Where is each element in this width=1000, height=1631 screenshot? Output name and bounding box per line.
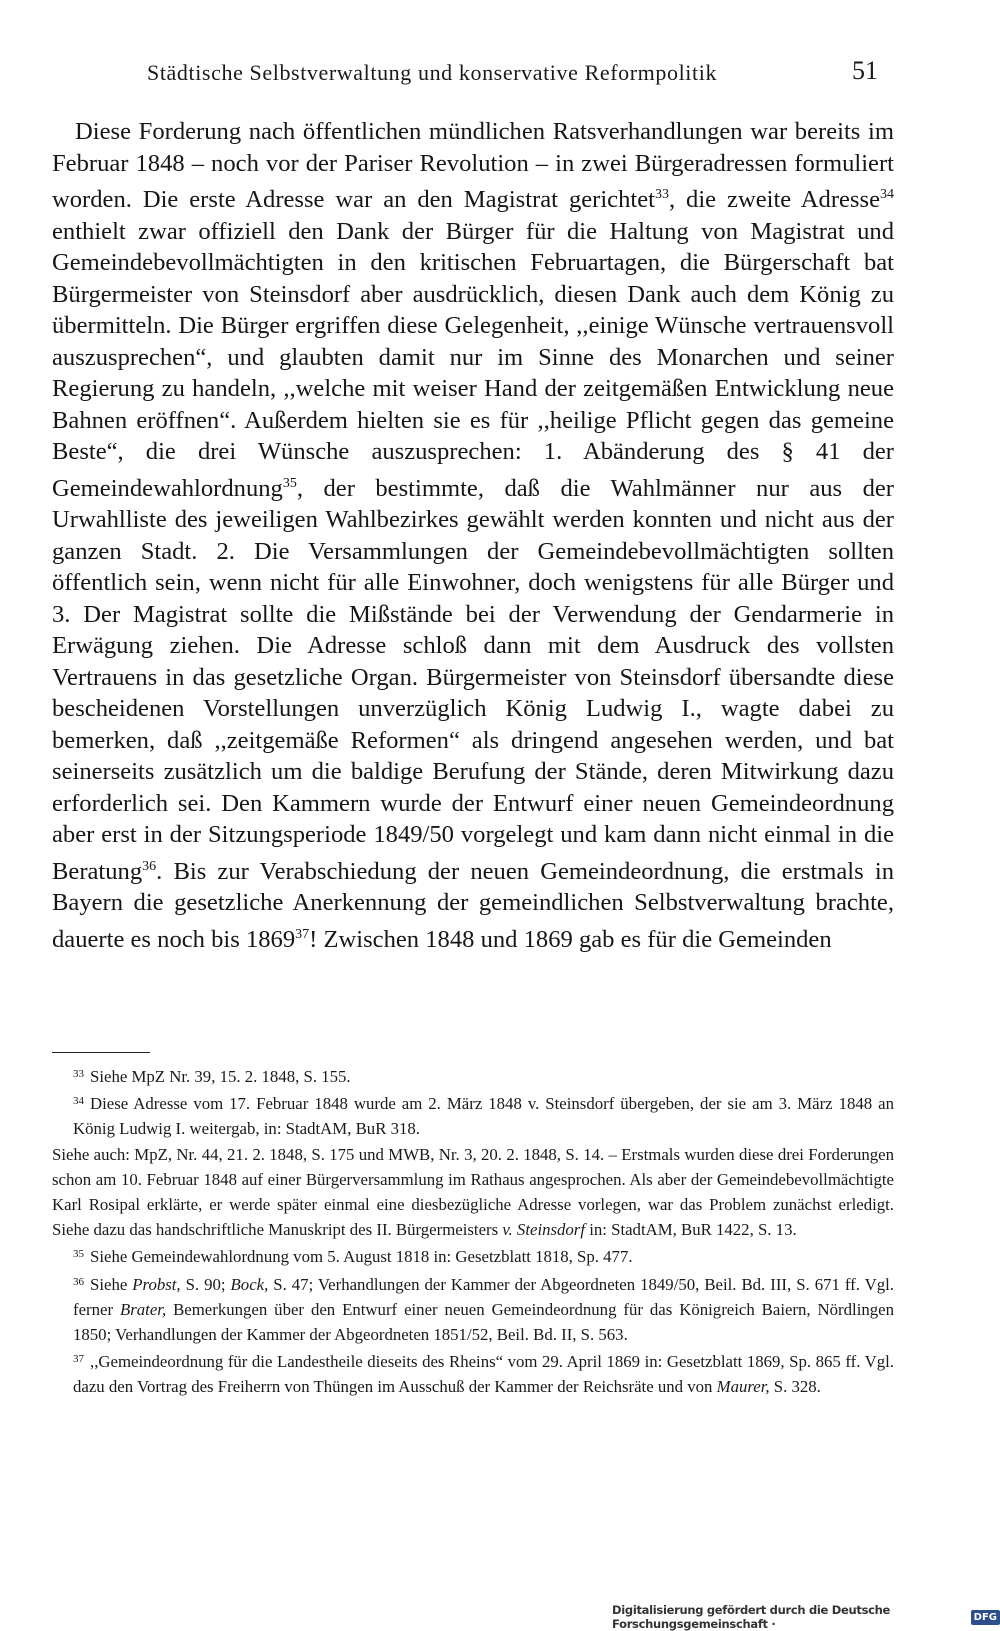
page-number: 51 [852, 56, 878, 85]
footnote-33 [52, 1062, 894, 1089]
footnote-text: S. 47; Verhandlungen der Kammer der Abgeordneten 1849/50, Beil. Bd. III, S. 671 ff. Vgl. ferner [73, 1274, 894, 1319]
running-title: Städtische Selbstverwaltung und konservative Reformpolitik [147, 60, 718, 85]
footnote-italic: Maurer, [716, 1377, 770, 1397]
digitization-credit [612, 1603, 1000, 1631]
footnote-text: Siehe auch: MpZ, Nr. 44, 21. 2. 1848, S. 175 und MWB, Nr. 3, 20. 2. 1848, S. 14. – Erstmals wurden diese drei Forderungen schon am 10. Februar 1848 auf einer Bürgerversammlung im Rathaus angesprochen. Als aber der Gemeindebevollmächtigte Karl Rosipal erklärte, er werde später einmal eine diesbezügliche Adresse vorlegen, war das Problem zunächst erledigt. Siehe dazu das handschriftliche Manuskript des II. Bürgermeisters [52, 1144, 894, 1240]
body-segment: . Bis zur Verabschiedung der neuen Gemeindeordnung, die erstmals in Bayern die gesetzliche Anerkennung der gemeindlichen Selbstverwaltung brachte, dauerte es noch bis 1869 [52, 857, 894, 953]
credit-text: Digitalisierung gefördert durch die Deutsche Forschungsgemeinschaft · [612, 1603, 891, 1631]
footnote-text: Siehe Gemeindewahlordnung vom 5. August 1818 in: Gesetzblatt 1818, Sp. 477. [90, 1247, 633, 1267]
footnote-text: Bemerkungen über den Entwurf einer neuen Gemeindeordnung für das Königreich Baiern, Nördlingen 1850; Verhandlungen der Kammer der Abgeordneten 1851/52, Beil. Bd. II, S. 563. [73, 1299, 894, 1345]
page-header [0, 56, 1000, 96]
footnote-36 [52, 1270, 894, 1348]
footnote-italic: Bock, [230, 1274, 269, 1294]
body-text [52, 116, 894, 955]
footnote-number: 34 [73, 1095, 84, 1108]
footnote-text: Diese Adresse vom 17. Februar 1848 wurde am 2. März 1848 v. Steinsdorf übergeben, der sie am 3. März 1848 an König Ludwig I. weitergab, in: StadtAM, BuR 318. [73, 1094, 894, 1139]
footnotes [52, 1062, 894, 1400]
footnote-ref: 37 [295, 926, 310, 942]
footnote-divider [52, 1052, 150, 1053]
footnote-ref: 34 [880, 187, 894, 202]
dfg-logo-icon: DFG [971, 1610, 1000, 1625]
body-paragraph [52, 116, 894, 955]
footnote-number: 33 [73, 1068, 84, 1080]
footnote-number: 36 [73, 1275, 84, 1288]
footnote-text: S. 328. [769, 1377, 821, 1397]
footnote-ref: 36 [142, 858, 157, 874]
footnote-34-continued [52, 1142, 894, 1243]
footnote-number: 35 [73, 1248, 84, 1261]
footnote-34 [52, 1089, 894, 1141]
footnote-italic: Probst, [132, 1274, 181, 1294]
footnote-number: 37 [73, 1353, 84, 1366]
footnote-italic: Brater, [120, 1299, 167, 1319]
footnote-ref: 35 [282, 475, 297, 491]
footnote-ref: 33 [654, 187, 669, 202]
body-segment: enthielt zwar offiziell den Dank der Bürger für die Haltung von Magistrat und Gemeindebevollmächtigten in den kritischen Februartagen, die Bürgerschaft bat Bürgermeister von Steinsdorf aber ausdrücklich, diesen Dank auch dem König zu übermitteln. Die Bürger ergriffen diese Gelegenheit, ,,einige Wünsche vertrauensvoll auszusprechen“, und glaubten damit nur im Sinne des Monarchen und seiner Regierung zu handeln, ,,welche mit weiser Hand der zeitgemäßen Entwicklung neue Bahnen eröffnen“. Außerdem hielten sie es für ,,heilige Pflicht gegen das gemeine Beste“, die drei Wünsche auszusprechen: 1. Abänderung des § 41 der Gemeindewahlordnung [52, 217, 894, 502]
footnote-text: Siehe [90, 1274, 133, 1294]
footnote-35 [52, 1242, 894, 1269]
footnote-37 [52, 1347, 894, 1399]
footnote-text: Siehe MpZ Nr. 39, 15. 2. 1848, S. 155. [90, 1067, 351, 1086]
footnote-text: ,,Gemeindeordnung für die Landestheile dieseits des Rheins“ vom 29. April 1869 in: Gesetzblatt 1869, Sp. 865 ff. Vgl. dazu den Vortrag des Freiherrn von Thüngen im Ausschuß der Kammer der Reichsräte und von [73, 1352, 894, 1397]
body-segment: , der bestimmte, daß die Wahlmänner nur aus der Urwahlliste des jeweiligen Wahlbezirkes gewählt werden konnten und nicht aus der ganzen Stadt. 2. Die Versammlungen der Gemeindebevollmächtigten sollten öffentlich sein, wenn nicht für alle Einwohner, doch wenigstens für alle Bürger und 3. Der Magistrat sollte die Mißstände bei der Verwendung der Gendarmerie in Erwägung ziehen. Die Adresse schloß dann mit dem Ausdruck des vollsten Vertrauens in das gesetzliche Organ. Bürgermeister von Steinsdorf übersandte diese bescheidenen Vorstellungen unverzüglich König Ludwig I., wagte dabei zu bemerken, daß ,,zeitgemäße Reformen“ als dringend angesehen werden, und bat seinerseits zusätzlich um die baldige Berufung der Stände, deren Mitwirkung dazu erforderlich sei. Den Kammern wurde der Entwurf einer neuen Gemeindeordnung aber erst in der Sitzungsperiode 1849/50 vorgelegt und kam dann nicht einmal in die Beratung [52, 474, 894, 885]
footnote-text: in: StadtAM, BuR 1422, S. 13. [585, 1220, 797, 1240]
body-segment: , die zweite Adresse [668, 186, 880, 213]
body-segment: ! Zwischen 1848 und 1869 gab es für die Gemeinden [309, 925, 832, 953]
footnote-text: S. 90; [180, 1274, 231, 1294]
footnote-italic: v. Steinsdorf [502, 1220, 585, 1240]
body-segment: Diese Forderung nach öffentlichen mündlichen Ratsverhandlungen war bereits im Februar 1848 – noch vor der Pariser Revolution – in zwei Bürgeradressen formuliert worden. Die erste Adresse war an den Magistrat gerichtet [52, 118, 894, 213]
